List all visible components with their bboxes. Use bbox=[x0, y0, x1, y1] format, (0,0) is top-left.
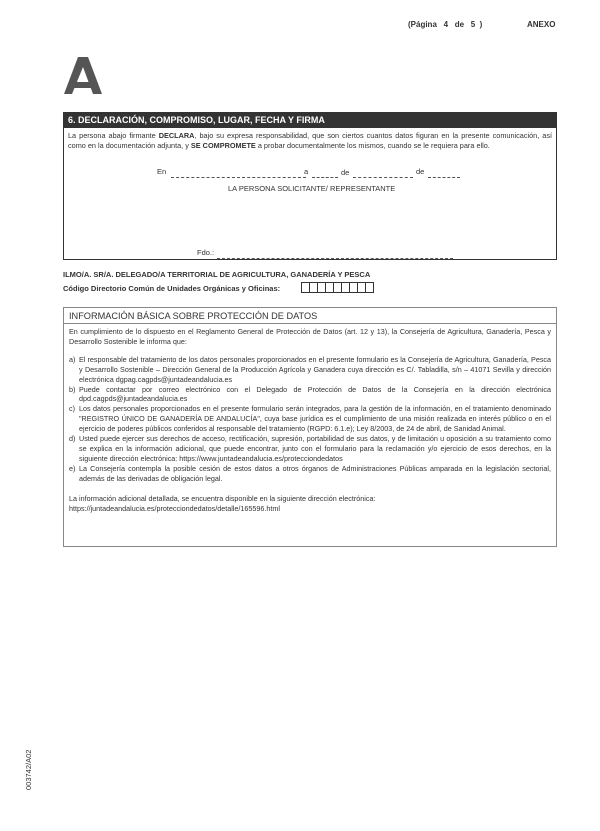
declaration-section bbox=[63, 112, 557, 260]
form-code: 003742/A02 bbox=[24, 749, 33, 790]
item-text: Usted puede ejercer sus derechos de acceso, rectificación, supresión, portabilidad de sus datos, y de limitación u oposición a su tratamiento como se explica en la información adicional, que puede encontrar, junto con el formulario para la reclamación y/o ejercicio de esos derechos, en la siguiente dirección electrónica: https://www.juntadeandalucia.es/protecciondedatos bbox=[79, 434, 551, 463]
a-label: a bbox=[304, 167, 309, 176]
page-total: 5 bbox=[470, 20, 476, 29]
se-compromete-keyword: SE COMPROMETE bbox=[190, 140, 256, 150]
item-label: b) bbox=[69, 384, 76, 394]
pagina-label: (Página bbox=[408, 20, 437, 29]
item-text: El responsable del tratamiento de los datos personales proporcionados en el presente formulario es la Consejería de Agricultura, Ganadería, Pesca y Desarrollo Sostenible – Dirección General de la Producción Agrícola y Ganadera cuya dirección es C/. Tabladilla, s/n – 41071 Sevilla y dirección electrónica dgpag.cagpds@juntadeandalucia.es bbox=[79, 354, 551, 384]
signer-label: LA PERSONA SOLICITANTE/ REPRESENTANTE bbox=[228, 184, 396, 193]
page-current: 4 bbox=[443, 20, 449, 29]
office-title: ILMO/A. SR/A. DELEGADO/A TERRITORIAL DE AGRICULTURA, GANADERÍA Y PESCA bbox=[63, 270, 371, 279]
office-code-field[interactable] bbox=[301, 282, 373, 293]
additional-info-text: La información adicional detallada, se encuentra disponible en la siguiente dirección electrónica: bbox=[69, 493, 376, 503]
item-text: La Consejería contempla la posible cesión de estos datos a otros órganos de Administraciones Públicas amparada en la legislación sectorial, además de las derivadas de obligación legal. bbox=[79, 463, 551, 483]
item-text: Puede contactar por correo electrónico con el Delegado de Protección de Datos de la Consejería en la dirección electrónica dpd.cagpds@juntadeandalucia.es bbox=[79, 384, 551, 404]
en-label: En bbox=[157, 167, 167, 176]
data-protection-body bbox=[64, 324, 556, 516]
fdo-label: Fdo.: bbox=[197, 248, 215, 257]
declaration-text-part: , bajo su expresa responsabilidad, que son ciertos cuantos datos figuran en la presente comunicación, así como en la documentación adjunta, y bbox=[68, 131, 553, 150]
declara-keyword: DECLARA bbox=[158, 131, 195, 140]
month-field[interactable] bbox=[353, 177, 413, 178]
list-item bbox=[69, 404, 551, 434]
day-field[interactable] bbox=[312, 177, 338, 178]
signature-name-field[interactable] bbox=[217, 258, 453, 259]
code-box[interactable] bbox=[365, 282, 374, 293]
place-field[interactable] bbox=[171, 177, 306, 178]
section-title: 6. DECLARACIÓN, COMPROMISO, LUGAR, FECHA Y FIRMA bbox=[64, 113, 556, 128]
declaration-text-part: a probar documentalmente los mismos, cuando se le requiera para ello. bbox=[255, 140, 490, 150]
item-label: d) bbox=[69, 434, 76, 444]
item-label: c) bbox=[69, 404, 75, 414]
de-label-1: de bbox=[341, 168, 350, 177]
list-item bbox=[69, 434, 551, 464]
list-item bbox=[69, 464, 551, 484]
close-paren: ) bbox=[479, 20, 483, 29]
list-item bbox=[69, 355, 551, 385]
de-label-2: de bbox=[416, 167, 425, 176]
declaration-text bbox=[64, 128, 556, 150]
item-text: Los datos personales proporcionados en el presente formulario serán integrados, para la gestión de la información, en el tratamiento denominado "REGISTRO ÚNICO DE GANADERÍA DE ANDALUCÍA", cuya base jurídica es el cumplimiento de una misión realizada en interés público o en el ejercicio de poderes públicos conferidos al responsable del tratamiento (RGPD: 6.1.e); Ley 8/2003, de 24 de abril, de Sanidad Animal. bbox=[79, 404, 551, 434]
item-label: e) bbox=[69, 463, 76, 473]
additional-info-link[interactable]: https://juntadeandalucia.es/protecciondedatos/detalle/165596.html bbox=[69, 503, 280, 513]
anexo-label: ANEXO bbox=[527, 20, 556, 29]
item-label: a) bbox=[69, 354, 76, 364]
junta-andalucia-logo-icon bbox=[62, 55, 104, 95]
de-label: de bbox=[454, 20, 465, 29]
page-indicator bbox=[408, 20, 482, 29]
office-code-label: Código Directorio Común de Unidades Orgánicas y Oficinas: bbox=[63, 284, 281, 293]
list-item bbox=[69, 385, 551, 405]
data-protection-intro: En cumplimiento de lo dispuesto en el Reglamento General de Protección de Datos (art. 12 y 13), la Consejería de Agricultura, Ganadería, Pesca y Desarrollo Sostenible le informa que: bbox=[69, 327, 551, 346]
data-protection-title: INFORMACIÓN BÁSICA SOBRE PROTECCIÓN DE DATOS bbox=[64, 308, 556, 324]
declaration-text-part: La persona abajo firmante bbox=[68, 131, 159, 140]
data-protection-section bbox=[63, 307, 557, 547]
year-field[interactable] bbox=[428, 177, 460, 178]
